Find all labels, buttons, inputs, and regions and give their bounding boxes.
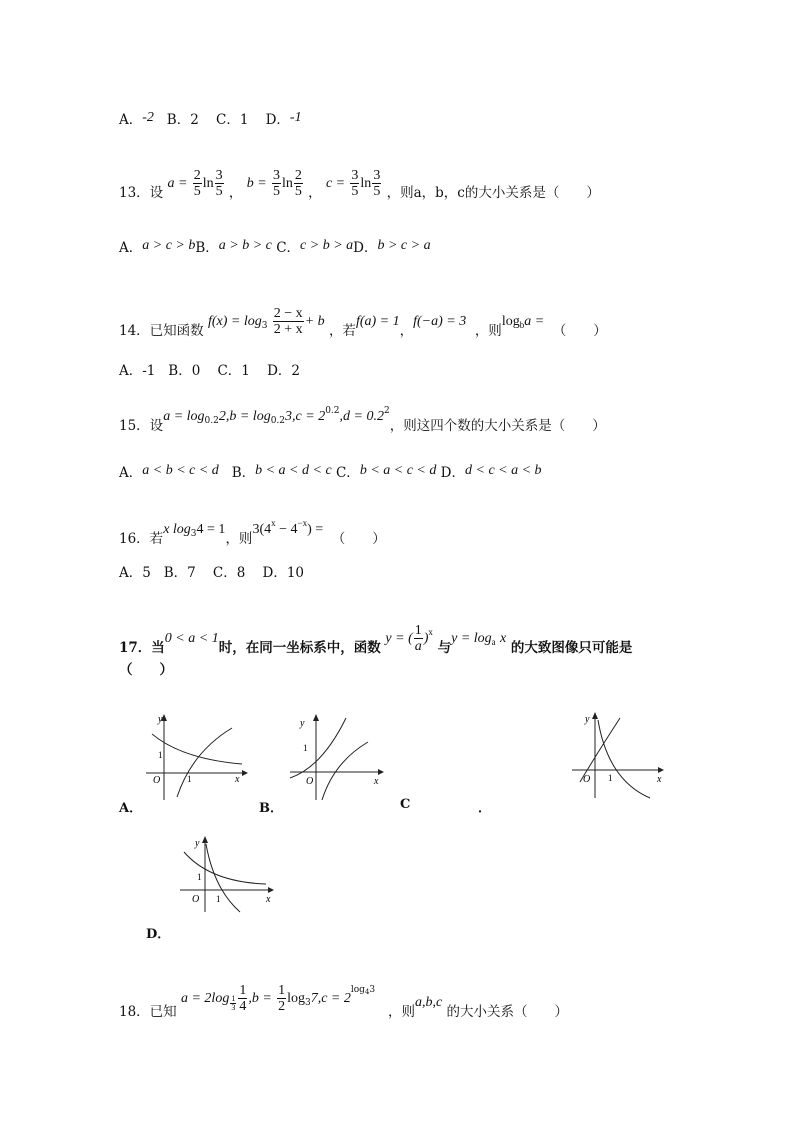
q16-options xyxy=(119,563,304,583)
q18-vars: a,b,c xyxy=(415,995,443,1010)
svg-text:y: y xyxy=(195,838,200,849)
svg-text:1: 1 xyxy=(303,743,308,753)
q16-option-d: D．10 xyxy=(262,565,305,581)
q17-option-a: A． xyxy=(119,801,143,816)
svg-text:O: O xyxy=(192,894,200,905)
q12-options xyxy=(119,110,302,131)
svg-text:1: 1 xyxy=(187,774,192,784)
q16-option-a: A．5 xyxy=(119,565,151,581)
q14-options xyxy=(119,361,300,381)
svg-text:x: x xyxy=(374,776,379,787)
q15-option-b: b < a < d < c xyxy=(255,463,332,478)
q17-f1: y = ( $\frac{1}{a}$ )$^x$ xyxy=(385,623,433,654)
q17-paren: （ ） xyxy=(119,662,173,678)
graph-d xyxy=(170,834,280,914)
q17-stem: 17．当0 < a < 1时，在同一坐标系中，函数 y = ( $\frac{1}{a}$ )$^x$ 与$y = \log_a x$ 的大致图像只可能是 xyxy=(119,623,633,656)
svg-text:1: 1 xyxy=(608,773,613,783)
svg-text:x: x xyxy=(657,774,662,785)
q13-b-expr: b = $\frac{3}{5}$ ln $\frac{2}{5}$ xyxy=(246,168,302,199)
q17-f2: $y = \log_a x$ xyxy=(451,631,507,647)
svg-text:O: O xyxy=(583,774,591,785)
q15-option-a: a < b < c < d xyxy=(142,463,219,478)
q13-options: A．a > c > bB．a > b > c C．c > b > aD．b > c > a xyxy=(119,238,431,256)
q14-cond2: f(−a) = 3 xyxy=(413,314,467,329)
q14-option-b: B．0 xyxy=(168,363,201,379)
q14-expr: $\log_ba$ = xyxy=(501,314,545,330)
q16-option-c: C．8 xyxy=(212,565,246,581)
q17-cond: 0 < a < 1 xyxy=(164,631,219,646)
q16-stem: 16．若x $\log_34 = 1$，则$3(4^x - 4^{-x})$ = （ ） xyxy=(119,518,386,547)
q15-options: A．a < b < c < d B．b < a < d < c C．b < a < c < d D．d < c < a < b xyxy=(119,463,542,481)
q13-option-c: c > b > a xyxy=(300,238,354,253)
graph-b xyxy=(286,712,386,802)
q12-option-a: A．-2 xyxy=(119,110,154,128)
q14-stem: 14．已知函数 $f(x) = \log_3$ $\frac{2 - x}{2 + x}$ + b ，若f(a) = 1，f(−a) = 3 ，则$\log_ba$ = （ ） xyxy=(119,306,607,339)
svg-text:O: O xyxy=(153,775,161,786)
graph-a xyxy=(142,712,252,802)
q13-number: 13．设 xyxy=(119,185,164,201)
q17-option-d: D． xyxy=(146,927,171,942)
svg-text:y: y xyxy=(585,714,590,725)
q13-stem: 13．设 a = $\frac{2}{5}$ ln $\frac{3}{5}$ ， b = $\frac{3}{5}$ ln $\frac{2}{5}$ ， c = $\frac{3}{5}$ ln $\frac{3}{5}$ ，则a，b，c的大小关系是（ ） xyxy=(119,168,600,201)
q13-option-a: a > c > b xyxy=(142,238,196,253)
q13-option-d: b > c > a xyxy=(377,238,431,253)
svg-text:1: 1 xyxy=(197,872,202,882)
svg-text:1: 1 xyxy=(158,750,163,760)
q12-option-b: B．2 xyxy=(166,112,199,128)
q13-a-expr: a = $\frac{2}{5}$ ln $\frac{3}{5}$ xyxy=(167,168,223,199)
q12-option-d: D．-1 xyxy=(265,110,302,128)
svg-text:y: y xyxy=(300,718,305,729)
q14-cond1: f(a) = 1 xyxy=(355,314,400,329)
svg-text:y: y xyxy=(158,714,163,725)
q15-option-d: d < c < a < b xyxy=(465,463,542,478)
q15-expr: $a = \log_{0.2}2,b = \log_{0.2}3,c = 2^{0.2},d = 0.2^2$ xyxy=(163,406,390,426)
svg-text:1: 1 xyxy=(216,894,221,904)
q14-option-d: D．2 xyxy=(267,363,300,379)
q17-option-b: B． xyxy=(259,801,283,816)
q17-option-c: C xyxy=(400,797,411,812)
q18-stem: 18．已知 a = 2log $\frac{1}{3}$ $\frac{1}{4}$ ,b = $\frac{1}{2}$ $\log_37,c = 2^{log_43}$ ，则a,b,c 的大小关系（ ） xyxy=(119,983,569,1020)
q16-expr: $3(4^x - 4^{-x})$ = xyxy=(252,518,324,537)
q14-option-a: A．-1 xyxy=(119,363,156,379)
q12-option-c: C．1 xyxy=(215,112,249,128)
q13-option-b: a > b > c xyxy=(218,238,272,253)
svg-text:x: x xyxy=(266,894,271,905)
q16-option-b: B．7 xyxy=(163,565,196,581)
svg-text:O: O xyxy=(306,776,314,787)
q15-stem: 15．设$a = \log_{0.2}2,b = \log_{0.2}3,c = 2^{0.2},d = 0.2^2$，则这四个数的大小关系是（ ） xyxy=(119,406,606,434)
svg-text:x: x xyxy=(235,774,240,785)
q13-c-expr: c = $\frac{3}{5}$ ln $\frac{3}{5}$ xyxy=(325,168,381,199)
q14-function: $f(x) = \log_3$ $\frac{2 - x}{2 + x}$ + b xyxy=(207,306,325,337)
q15-option-c: b < a < c < d xyxy=(359,463,437,478)
q18-expr: a = 2log $\frac{1}{3}$ $\frac{1}{4}$ ,b = $\frac{1}{2}$ $\log_37,c = 2^{log_43}$ xyxy=(180,983,376,1014)
q14-option-c: C．1 xyxy=(217,363,250,379)
q17-option-c-dot: ． xyxy=(478,801,492,816)
q16-cond: x $\log_34 = 1$ xyxy=(163,522,226,539)
graph-c xyxy=(568,710,668,802)
